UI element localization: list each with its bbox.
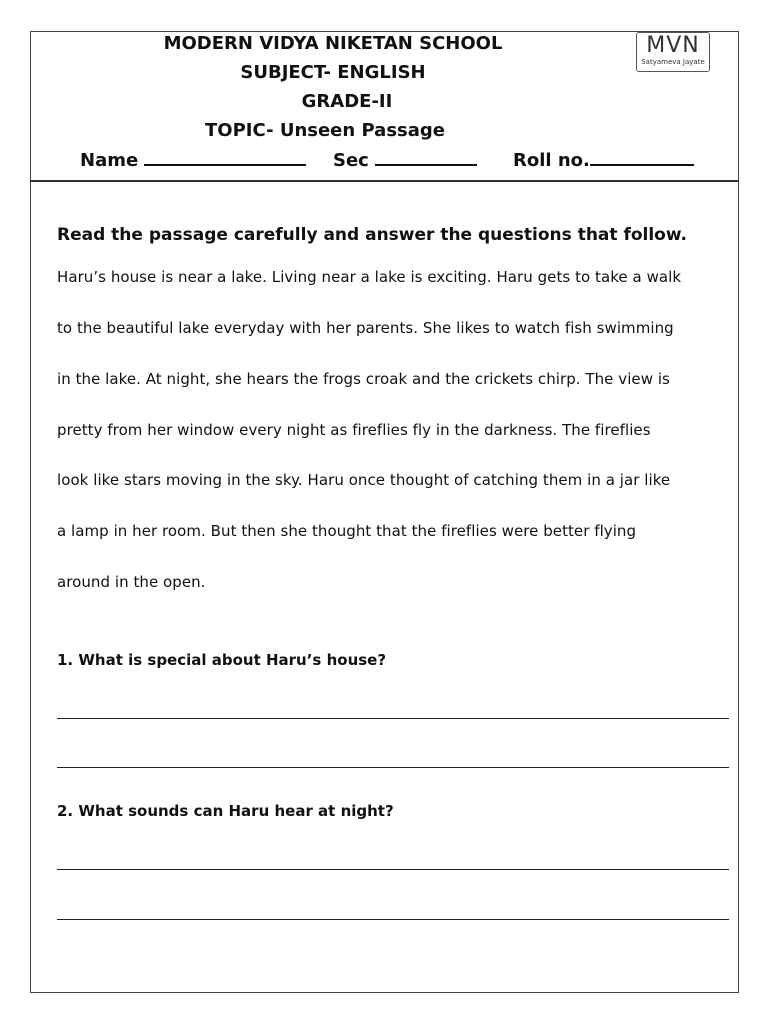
school-name: MODERN VIDYA NIKETAN SCHOOL [163, 33, 503, 54]
passage-line: look like stars moving in the sky. Haru once thought of catching them in a jar like [57, 471, 671, 489]
header-divider [30, 180, 739, 182]
logo-motto: Satyamevа Jayate [641, 58, 705, 66]
instruction-text: Read the passage carefully and answer the questions that follow. [57, 225, 687, 245]
roll-label: Roll no. [513, 150, 590, 171]
sec-label: Sec [333, 150, 369, 171]
section-field [333, 148, 477, 171]
roll-number-blank[interactable] [590, 148, 694, 166]
answer-line[interactable] [57, 767, 729, 768]
answer-line[interactable] [57, 718, 729, 719]
answer-line[interactable] [57, 919, 729, 920]
passage-line: a lamp in her room. But then she thought that the fireflies were better flying [57, 522, 637, 540]
passage-line: to the beautiful lake everyday with her parents. She likes to watch fish swimming [57, 319, 674, 337]
question-2: 2. What sounds can Haru hear at night? [57, 802, 394, 820]
roll-number-field [513, 148, 694, 171]
name-label: Name [80, 150, 139, 171]
passage-line: pretty from her window every night as fireflies fly in the darkness. The fireflies [57, 421, 651, 439]
section-blank[interactable] [375, 148, 477, 166]
topic-heading: TOPIC- Unseen Passage [205, 120, 445, 141]
passage-line: around in the open. [57, 573, 206, 591]
grade-heading: GRADE-II [301, 91, 393, 112]
question-1: 1. What is special about Haru’s house? [57, 651, 387, 669]
passage-line: in the lake. At night, she hears the frogs croak and the crickets chirp. The view is [57, 370, 670, 388]
passage-line: Haru’s house is near a lake. Living near a lake is exciting. Haru gets to take a walk [57, 268, 682, 286]
answer-line[interactable] [57, 869, 729, 870]
name-field [80, 148, 306, 171]
logo-text: MVN [646, 33, 700, 58]
school-logo [636, 32, 710, 72]
name-blank[interactable] [144, 148, 306, 166]
subject-heading: SUBJECT- ENGLISH [240, 62, 426, 83]
worksheet-border [30, 31, 739, 993]
